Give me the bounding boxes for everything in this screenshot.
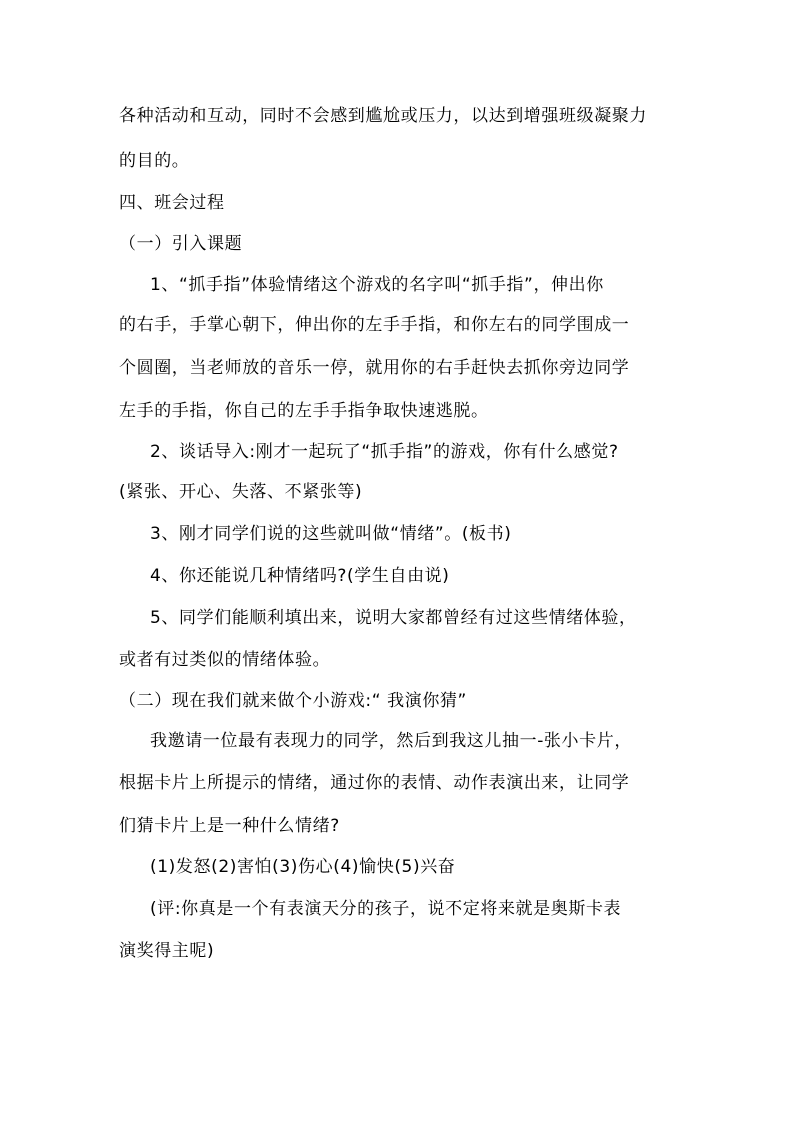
paragraph-line: 根据卡片上所提示的情绪，通过你的表情、动作表演出来，让同学 (119, 773, 630, 793)
paragraph-line: 的目的。 (119, 151, 190, 171)
paragraph-line: 的右手，手掌心朝下，伸出你的左手手指，和你左右的同学围成一 (119, 315, 630, 335)
subsection-heading: （一）引入课题 (119, 234, 243, 254)
paragraph-line: 1、“抓手指”体验情绪这个游戏的名字叫“抓手指”，伸出你 (150, 275, 604, 295)
paragraph-line: 各种活动和互动，同时不会感到尴尬或压力，以达到增强班级凝聚力 (119, 106, 647, 126)
subsection-heading: （二）现在我们就来做个小游戏:“ 我演你猜” (119, 691, 467, 711)
paragraph-line: 我邀请一位最有表现力的同学，然后到我这儿抽一-张小卡片， (150, 731, 632, 751)
paragraph-line: 们猜卡片上是一种什么情绪? (119, 816, 340, 836)
paragraph-line: (紧张、开心、失落、不紧张等) (119, 482, 363, 502)
paragraph-line: (1)发怒(2)害怕(3)伤心(4)愉快(5)兴奋 (150, 857, 456, 877)
paragraph-line: 3、刚才同学们说的这些就叫做“情绪”。(板书) (150, 524, 512, 544)
section-heading: 四、班会过程 (119, 193, 225, 213)
paragraph-line: 左手的手指，你自己的左手手指争取快速逃脱。 (119, 401, 489, 421)
paragraph-line: 4、你还能说几种情绪吗?(学生自由说) (150, 566, 450, 586)
paragraph-line: 演奖得主呢) (119, 941, 215, 961)
paragraph-line: (评:你真是一个有表演天分的孩子，说不定将来就是奥斯卡表 (150, 899, 622, 919)
paragraph-line: 5、同学们能顺利填出来，说明大家都曾经有过这些情绪体验， (150, 608, 637, 628)
paragraph-line: 2、谈话导入:刚才一起玩了“抓手指”的游戏，你有什么感觉? (150, 442, 619, 462)
paragraph-line: 或者有过类似的情绪体验。 (119, 650, 331, 670)
paragraph-line: 个圆圈，当老师放的音乐一停，就用你的右手赶快去抓你旁边同学 (119, 358, 630, 378)
